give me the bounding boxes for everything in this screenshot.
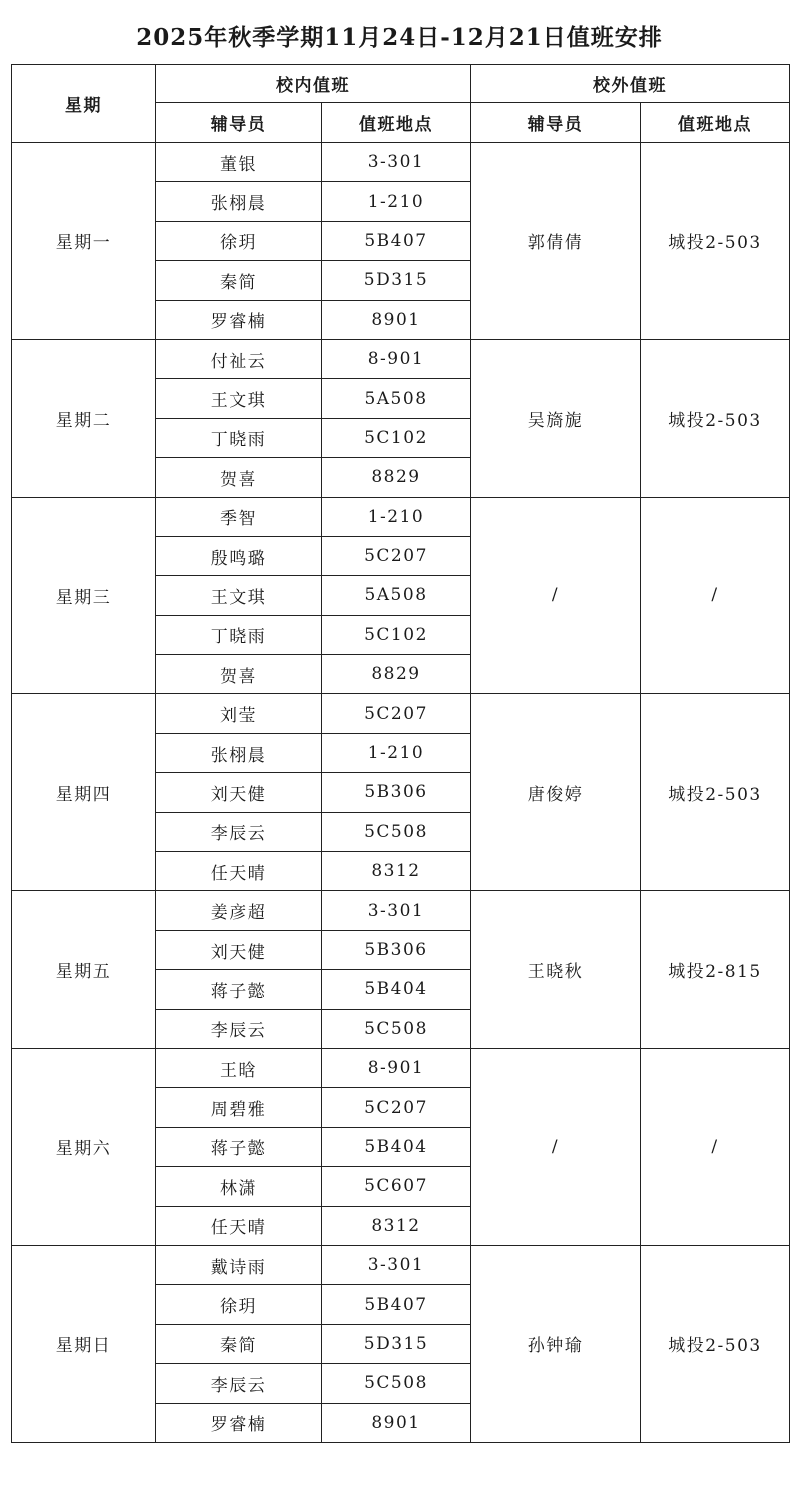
header-on-campus-tutor: 辅导员 (156, 103, 322, 143)
header-on-campus: 校内值班 (156, 65, 471, 103)
header-row-groups (12, 65, 790, 103)
header-day: 星期 (12, 65, 156, 143)
on-campus-location-cell: 5C508 (322, 812, 471, 851)
on-campus-tutor-cell: 付祉云 (156, 339, 322, 378)
on-campus-location-cell: 5A508 (322, 379, 471, 418)
on-campus-tutor-cell: 蒋子懿 (156, 1127, 322, 1166)
on-campus-location-cell: 8-901 (322, 339, 471, 378)
table-row (12, 339, 790, 378)
on-campus-location-cell: 8901 (322, 1403, 471, 1442)
on-campus-location-cell: 5B306 (322, 773, 471, 812)
on-campus-location-cell: 5D315 (322, 1324, 471, 1363)
on-campus-location-cell: 1-210 (322, 733, 471, 772)
day-cell: 星期日 (12, 1245, 156, 1442)
on-campus-location-cell: 5B404 (322, 1127, 471, 1166)
on-campus-location-cell: 8829 (322, 655, 471, 694)
on-campus-tutor-cell: 李辰云 (156, 812, 322, 851)
on-campus-tutor-cell: 周碧雅 (156, 1088, 322, 1127)
on-campus-tutor-cell: 林潇 (156, 1167, 322, 1206)
on-campus-tutor-cell: 贺喜 (156, 458, 322, 497)
off-campus-tutor-cell: 孙钟瑜 (471, 1245, 641, 1442)
off-campus-tutor-cell: 唐俊婷 (471, 694, 641, 891)
on-campus-location-cell: 8312 (322, 852, 471, 891)
header-off-campus-tutor: 辅导员 (471, 103, 641, 143)
on-campus-tutor-cell: 刘天健 (156, 773, 322, 812)
on-campus-tutor-cell: 王晗 (156, 1048, 322, 1087)
table-row (12, 497, 790, 536)
on-campus-tutor-cell: 丁晓雨 (156, 615, 322, 654)
on-campus-location-cell: 5B407 (322, 221, 471, 260)
on-campus-location-cell: 3-301 (322, 143, 471, 182)
table-row (12, 1048, 790, 1087)
table-row (12, 694, 790, 733)
on-campus-location-cell: 5B407 (322, 1285, 471, 1324)
on-campus-location-cell: 5C607 (322, 1167, 471, 1206)
off-campus-tutor-cell: / (471, 497, 641, 694)
table-row (12, 1245, 790, 1284)
on-campus-location-cell: 5C207 (322, 694, 471, 733)
on-campus-tutor-cell: 刘天健 (156, 930, 322, 969)
on-campus-location-cell: 8-901 (322, 1048, 471, 1087)
on-campus-tutor-cell: 秦简 (156, 1324, 322, 1363)
on-campus-location-cell: 8312 (322, 1206, 471, 1245)
on-campus-tutor-cell: 任天晴 (156, 852, 322, 891)
on-campus-tutor-cell: 张栩晨 (156, 182, 322, 221)
on-campus-tutor-cell: 殷鸣璐 (156, 536, 322, 575)
day-cell: 星期四 (12, 694, 156, 891)
off-campus-location-cell: 城投2-815 (641, 891, 790, 1049)
off-campus-location-cell: 城投2-503 (641, 694, 790, 891)
on-campus-tutor-cell: 季智 (156, 497, 322, 536)
page-title: 2025年秋季学期11月24日-12月21日值班安排 (136, 24, 663, 51)
day-cell: 星期六 (12, 1048, 156, 1245)
day-cell: 星期三 (12, 497, 156, 694)
on-campus-location-cell: 1-210 (322, 497, 471, 536)
off-campus-location-cell: 城投2-503 (641, 1245, 790, 1442)
header-off-campus: 校外值班 (471, 65, 790, 103)
on-campus-tutor-cell: 戴诗雨 (156, 1245, 322, 1284)
on-campus-tutor-cell: 徐玥 (156, 1285, 322, 1324)
schedule-body (12, 143, 790, 1443)
on-campus-tutor-cell: 蒋子懿 (156, 970, 322, 1009)
on-campus-tutor-cell: 刘莹 (156, 694, 322, 733)
off-campus-location-cell: / (641, 1048, 790, 1245)
on-campus-tutor-cell: 任天晴 (156, 1206, 322, 1245)
on-campus-location-cell: 5B306 (322, 930, 471, 969)
off-campus-tutor-cell: 吴旖旎 (471, 339, 641, 497)
on-campus-tutor-cell: 贺喜 (156, 655, 322, 694)
on-campus-tutor-cell: 李辰云 (156, 1009, 322, 1048)
on-campus-location-cell: 1-210 (322, 182, 471, 221)
off-campus-tutor-cell: 王晓秋 (471, 891, 641, 1049)
on-campus-tutor-cell: 姜彦超 (156, 891, 322, 930)
on-campus-location-cell: 5C207 (322, 536, 471, 575)
on-campus-location-cell: 8901 (322, 300, 471, 339)
on-campus-location-cell: 5C102 (322, 615, 471, 654)
day-cell: 星期二 (12, 339, 156, 497)
on-campus-tutor-cell: 董银 (156, 143, 322, 182)
on-campus-location-cell: 5D315 (322, 261, 471, 300)
table-row (12, 143, 790, 182)
off-campus-location-cell: / (641, 497, 790, 694)
day-cell: 星期五 (12, 891, 156, 1049)
on-campus-location-cell: 5C102 (322, 418, 471, 457)
day-cell: 星期一 (12, 143, 156, 340)
on-campus-tutor-cell: 秦简 (156, 261, 322, 300)
on-campus-tutor-cell: 丁晓雨 (156, 418, 322, 457)
off-campus-tutor-cell: / (471, 1048, 641, 1245)
on-campus-tutor-cell: 罗睿楠 (156, 300, 322, 339)
on-campus-location-cell: 5C207 (322, 1088, 471, 1127)
header-off-campus-location: 值班地点 (641, 103, 790, 143)
off-campus-location-cell: 城投2-503 (641, 339, 790, 497)
on-campus-location-cell: 3-301 (322, 891, 471, 930)
table-row (12, 891, 790, 930)
on-campus-location-cell: 5B404 (322, 970, 471, 1009)
on-campus-tutor-cell: 罗睿楠 (156, 1403, 322, 1442)
on-campus-location-cell: 5C508 (322, 1009, 471, 1048)
on-campus-tutor-cell: 李辰云 (156, 1364, 322, 1403)
on-campus-location-cell: 8829 (322, 458, 471, 497)
off-campus-location-cell: 城投2-503 (641, 143, 790, 340)
off-campus-tutor-cell: 郭倩倩 (471, 143, 641, 340)
on-campus-location-cell: 5A508 (322, 576, 471, 615)
on-campus-tutor-cell: 张栩晨 (156, 733, 322, 772)
on-campus-tutor-cell: 王文琪 (156, 576, 322, 615)
header-on-campus-location: 值班地点 (322, 103, 471, 143)
duty-schedule-table (11, 64, 790, 1443)
on-campus-location-cell: 5C508 (322, 1364, 471, 1403)
on-campus-tutor-cell: 王文琪 (156, 379, 322, 418)
on-campus-tutor-cell: 徐玥 (156, 221, 322, 260)
on-campus-location-cell: 3-301 (322, 1245, 471, 1284)
